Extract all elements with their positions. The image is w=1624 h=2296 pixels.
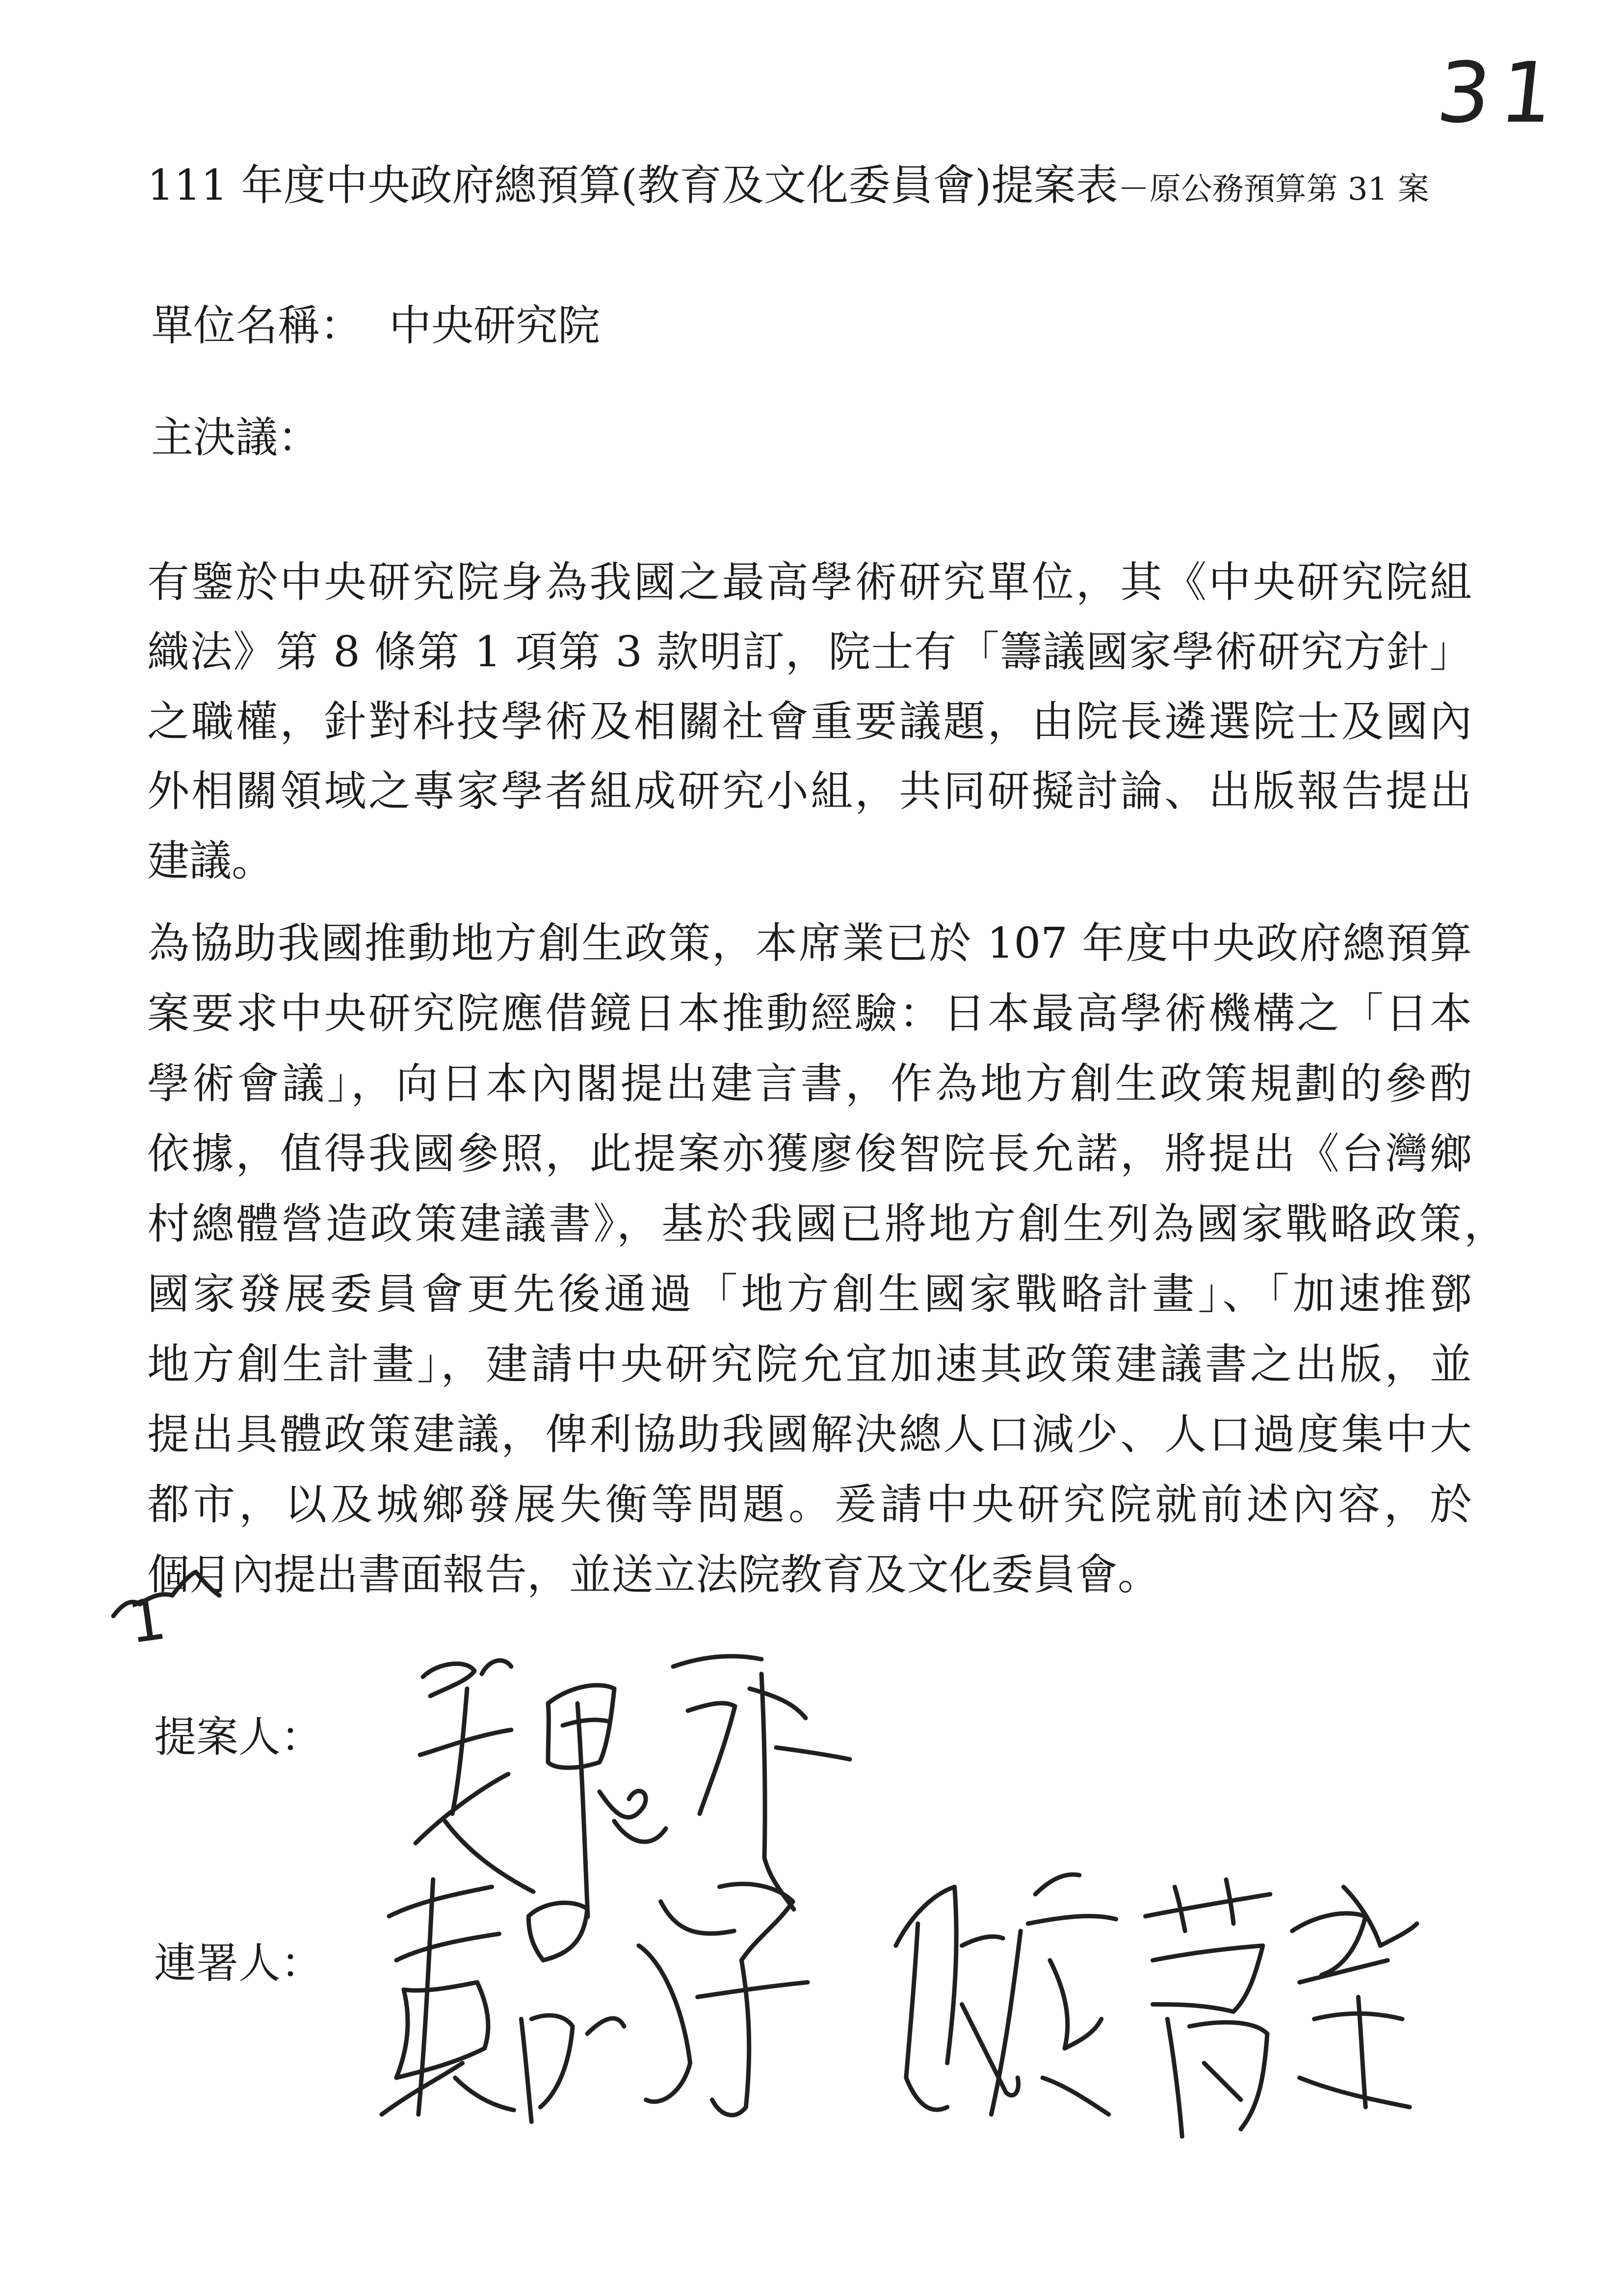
handwritten-page-number: 31 [1432, 45, 1569, 142]
paragraph-line: 案要求中央研究院應借鏡日本推動經驗：日本最高學術機構之「日本 [147, 989, 1472, 1038]
paragraph-line: 地方創生計畫」，建請中央研究院允宜加速其政策建議書之出版，並 [147, 1340, 1472, 1389]
paragraph-line: 提出具體政策建議，俾利協助我國解決總人口減少、人口過度集中大 [147, 1410, 1472, 1459]
proposer-label: 提案人： [154, 1713, 323, 1762]
paragraph-line: 個月內提出書面報告，並送立法院教育及文化委員會。 [147, 1550, 1160, 1599]
paragraph-line: 學術會議」，向日本內閣提出建言書，作為地方創生政策規劃的參酌 [147, 1059, 1472, 1108]
cosigner-signature-2 [874, 1857, 1424, 2151]
paragraph-line: 外相關領域之專家學者組成研究小組，共同研擬討論、出版報告提出 [147, 767, 1472, 816]
cosigner-signature-1 [367, 1857, 822, 2137]
document-title [147, 156, 1429, 215]
paragraph-line: 織法》第 8 條第 1 項第 3 款明訂，院士有「籌議國家學術研究方針」 [147, 627, 1472, 677]
paragraph-line: 國家發展委員會更先後通過「地方創生國家戰略計畫」、「加速推鄧 [147, 1270, 1472, 1319]
cosigner-label: 連署人： [154, 1939, 323, 1988]
title-main: 111 年度中央政府總預算(教育及文化委員會)提案表 [147, 161, 1118, 210]
paragraph-line: 之職權，針對科技學術及相關社會重要議題，由院長遴選院士及國內 [147, 697, 1472, 746]
paragraph-line: 都市，以及城鄉發展失衡等問題。爰請中央研究院就前述內容，於 [147, 1480, 1472, 1529]
resolution-label: 主決議： [151, 413, 320, 462]
paragraph-line: 村總體營造政策建議書》，基於我國已將地方創生列為國家戰略政策， [147, 1200, 1506, 1249]
paragraph-line: 依據，值得我國參照，此提案亦獲廖俊智院長允諾，將提出《台灣鄉 [147, 1129, 1472, 1178]
unit-value: 中央研究院 [389, 301, 600, 350]
paragraph-line: 有鑒於中央研究院身為我國之最高學術研究單位，其《中央研究院組 [147, 558, 1472, 607]
unit-label: 單位名稱： [151, 301, 362, 350]
paragraph-line: 建議。 [147, 836, 274, 886]
handwritten-insertion-digit: 1 [124, 1584, 170, 1657]
title-sub: －原公務預算第 31 案 [1118, 171, 1429, 208]
paragraph-line: 為協助我國推動地方創生政策，本席業已於 107 年度中央政府總預算 [147, 919, 1472, 968]
